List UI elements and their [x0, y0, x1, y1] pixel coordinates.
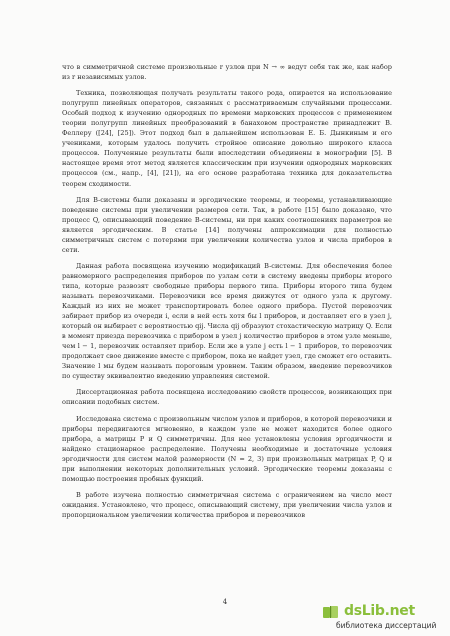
watermark[interactable]: [322, 603, 440, 633]
page-number: 4: [222, 598, 228, 606]
dslib-logo-icon: [322, 604, 340, 620]
watermark-brand: dsLib.net: [344, 603, 415, 619]
paragraph-6: Исследована система с произвольным числом узлов и приборов, в которой перевозчики и приборы передвигаются мгновенно, в каждом узле не может находится более одного прибора, а матрицы P и Q симметричны. Для нее установлены условия эргодичности и найдено стационарное распределение. Получены необходимые и достаточные условия эргодичности для систем малой размерности (N = 2, 3) при произвольных матрицах P, Q и при выполнении некоторых дополнительных условий. Эргодические теоремы доказаны с помощью построения пробных функций.: [62, 414, 392, 483]
paragraph-4: Данная работа посвящена изучению модификаций B-системы. Для обеспечения более равномерного распределения приборов по узлам сети в систему введены приборы второго типа, которые развозят свободные приборы первого типа. Приборы второго типа будем называть перевозчиками. Перевозчики все время движутся от одного узла к другому. Каждый из них не может транспортировать более одного прибора. Пустой перевозчик забирает прибор из очереди i, если в ней есть хотя бы l приборов, и доставляет его в узел j, который он выбирает с вероятностью qij. Числа qij образуют стохастическую матрицу Q. Если в момент приезда перевозчика с прибором в узел j количество приборов в этом узле меньше, чем l − 1, перевозчик оставляет прибор. Если же в узле j есть l − 1 приборов, то перевозчик продолжает свое движение вместе с прибором, пока не найдет узел, где сможет его оставить. Значение l мы будем называть пороговым уровнем. Таким образом, введение перевозчиков по существу эквивалентно введению управления системой.: [62, 261, 392, 381]
paragraph-7: В работе изучена полностью симметричная система с ограничением на число мест ожидания. Установлено, что процесс, описывающий систему, при увеличении числа узлов и пропорциональном увеличении количества приборов и перевозчиков: [62, 490, 392, 519]
watermark-subtitle: библиотека диссертаций: [336, 621, 437, 630]
paragraph-3: Для B-системы были доказаны и эргодические теоремы, и теоремы, устанавливающие поведение системы при увеличении размеров сети. Так, в работе [15] было доказано, что процесс Q, описывающий поведение B-системы, ни при каких соотношениях параметров не является эргодическим. В статье [14] получены аппроксимации для полностью симметричных систем с потерями при увеличении количества узлов и числа приборов в сети.: [62, 195, 392, 254]
paragraph-1: что в симметричной системе произвольные r узлов при N → ∞ ведут себя так же, как набор из r независимых узлов.: [62, 63, 392, 82]
paragraph-5: Диссертационная работа посвящена исследованию свойств процессов, возникающих при описании подобных систем.: [62, 388, 392, 407]
body-text: [62, 62, 392, 520]
paragraph-2: Техника, позволяющая получать результаты такого рода, опирается на использование полугрупп линейных операторов, связанных с рассматриваемым случайными процессами. Особый подход к изучению однородных по времени марковских процессов с применением теории полугрупп линейных преобразований в банаховом пространстве принадлежит В. Феллеру ([24], [25]). Этот подход был в дальнейшем использован Е. Б. Дынкиным и его учениками, которым удалось получить стройное описание довольно широкого класса процессов. Полученные результаты были впоследствии объединены в монографии [5]. В настоящее время этот метод является классическим при изучении однородных марковских процессов (см., напр., [4], [21]), на его основе разработана техника для доказательства теорем сходимости.: [62, 89, 392, 188]
